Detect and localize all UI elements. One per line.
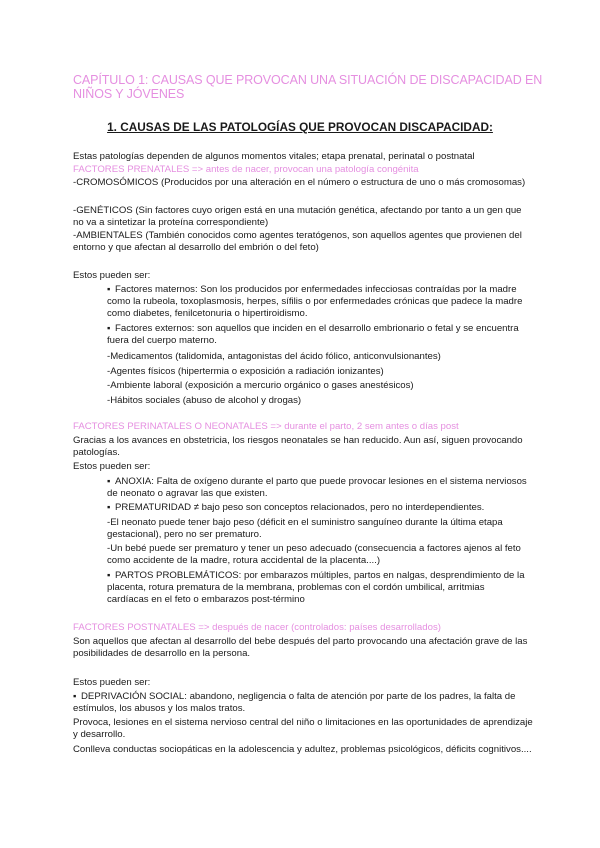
list-item-text: ANOXIA: Falta de oxígeno durante el parto que puede provocar lesiones en el sistema nerviosos de neonato o agravar las que existen. [107, 476, 527, 500]
postnatal-provoca: Provoca, lesiones en el sistema nervioso central del niño o limitaciones en las oportunidades de aprendizaje y desarrollo. [73, 717, 533, 741]
postnatal-conlleva: Conlleva conductas sociopáticas en la adolescencia y adultez, problemas psicológicos, déficits cognitivos.... [73, 744, 532, 755]
list-item-text: DEPRIVACIÓN SOCIAL: abandono, negligencia o falta de atención por parte de los padres, la falta de estímulos, los abusos y los malos tratos. [73, 691, 516, 715]
perinatal-intro: Gracias a los avances en obstetricia, los riesgos neonatales se han reducido. Aun así, siguen provocando patologías. [73, 435, 523, 459]
chapter-title: CAPÍTULO 1: CAUSAS QUE PROVOCAN UNA SITUACIÓN DE DISCAPACIDAD EN NIÑOS Y JÓVENES [73, 73, 543, 101]
bullet-icon: ▪ [107, 502, 111, 513]
list-item [107, 570, 527, 607]
prenatal-geneticos: -GENÉTICOS (Sin factores cuyo origen está en una mutación genética, afectando por tanto a un gen que no va a sintetizar la proteína correspondiente) [73, 205, 522, 229]
postnatal-intro: Son aquellos que afectan al desarrollo del bebe después del parto provocando una afectación grave de las posibilidades de desarrollo en la persona. [73, 636, 528, 660]
perinatal-pueden-ser: Estos pueden ser: [73, 461, 151, 472]
intro-paragraph: Estas patologías dependen de algunos momentos vitales; etapa prenatal, perinatal o postnatal [73, 151, 475, 162]
section-title: 1. CAUSAS DE LAS PATOLOGÍAS QUE PROVOCAN DISCAPACIDAD: [107, 120, 493, 134]
perinatal-heading: FACTORES PERINATALES O NEONATALES => durante el parto, 2 sem antes o días post [73, 421, 459, 432]
subitem: -Medicamentos (talidomida, antagonistas del ácido fólico, anticonvulsionantes) [107, 351, 441, 362]
list-item-text: Factores maternos: Son los producidos por enfermedades infecciosas contraídas por la madre como la rubeola, toxoplasmosis, herpes, sífilis o por enfermedades crónicas que padece la madre como diabetes, fenilcetonuria o hipertiroidismo. [107, 284, 523, 320]
subitem: -Ambiente laboral (exposición a mercurio orgánico o gases anestésicos) [107, 380, 414, 391]
prenatal-pueden-ser: Estos pueden ser: [73, 270, 151, 281]
list-item [107, 502, 527, 514]
prenatal-ambientales: -AMBIENTALES (También conocidos como agentes teratógenos, son aquellos agentes que provienen del entorno y que afectan al desarrollo del embrión o del feto) [73, 230, 522, 254]
bullet-icon: ▪ [107, 570, 111, 581]
postnatal-pueden-ser: Estos pueden ser: [73, 677, 151, 688]
postnatal-heading: FACTORES POSTNATALES => después de nacer (controlados: países desarrollados) [73, 622, 441, 633]
list-item-text: PREMATURIDAD ≠ bajo peso son conceptos relacionados, pero no interdependientes. [115, 502, 485, 513]
subitem: -Agentes físicos (hipertermia o exposición a radiación ionizantes) [107, 366, 384, 377]
bullet-icon: ▪ [73, 691, 77, 702]
subitem: -Hábitos sociales (abuso de alcohol y drogas) [107, 395, 302, 406]
subitem: -Un bebé puede ser prematuro y tener un peso adecuado (consecuencia a factores ajenos al feto como accidente de la madre, rotura accidental de la placenta....) [107, 543, 521, 567]
list-item-text: PARTOS PROBLEMÁTICOS: por embarazos múltiples, partos en nalgas, desprendimiento de la placenta, rotura prematura de la membrana, problemas con el cordón umbilical, arritmias cardíacas en el feto o embarazos post-término [107, 570, 525, 606]
prenatal-cromosomicos: -CROMOSÓMICOS (Producidos por una alteración en el número o estructura de uno o más cromosomas) [73, 177, 526, 188]
list-item-text: Factores externos: son aquellos que inciden en el desarrollo embrionario o fetal y se encuentra fuera del cuerpo materno. [107, 323, 519, 347]
list-item [107, 284, 527, 321]
bullet-icon: ▪ [107, 476, 111, 487]
list-item [73, 691, 533, 715]
list-item [107, 476, 527, 500]
list-item [107, 323, 527, 347]
bullet-icon: ▪ [107, 323, 111, 334]
prenatal-heading: FACTORES PRENATALES => antes de nacer, provocan una patología congénita [73, 164, 419, 175]
bullet-icon: ▪ [107, 284, 111, 295]
subitem: -El neonato puede tener bajo peso (déficit en el suministro sanguíneo durante la última etapa gestacional), pero no ser prematuro. [107, 517, 503, 541]
